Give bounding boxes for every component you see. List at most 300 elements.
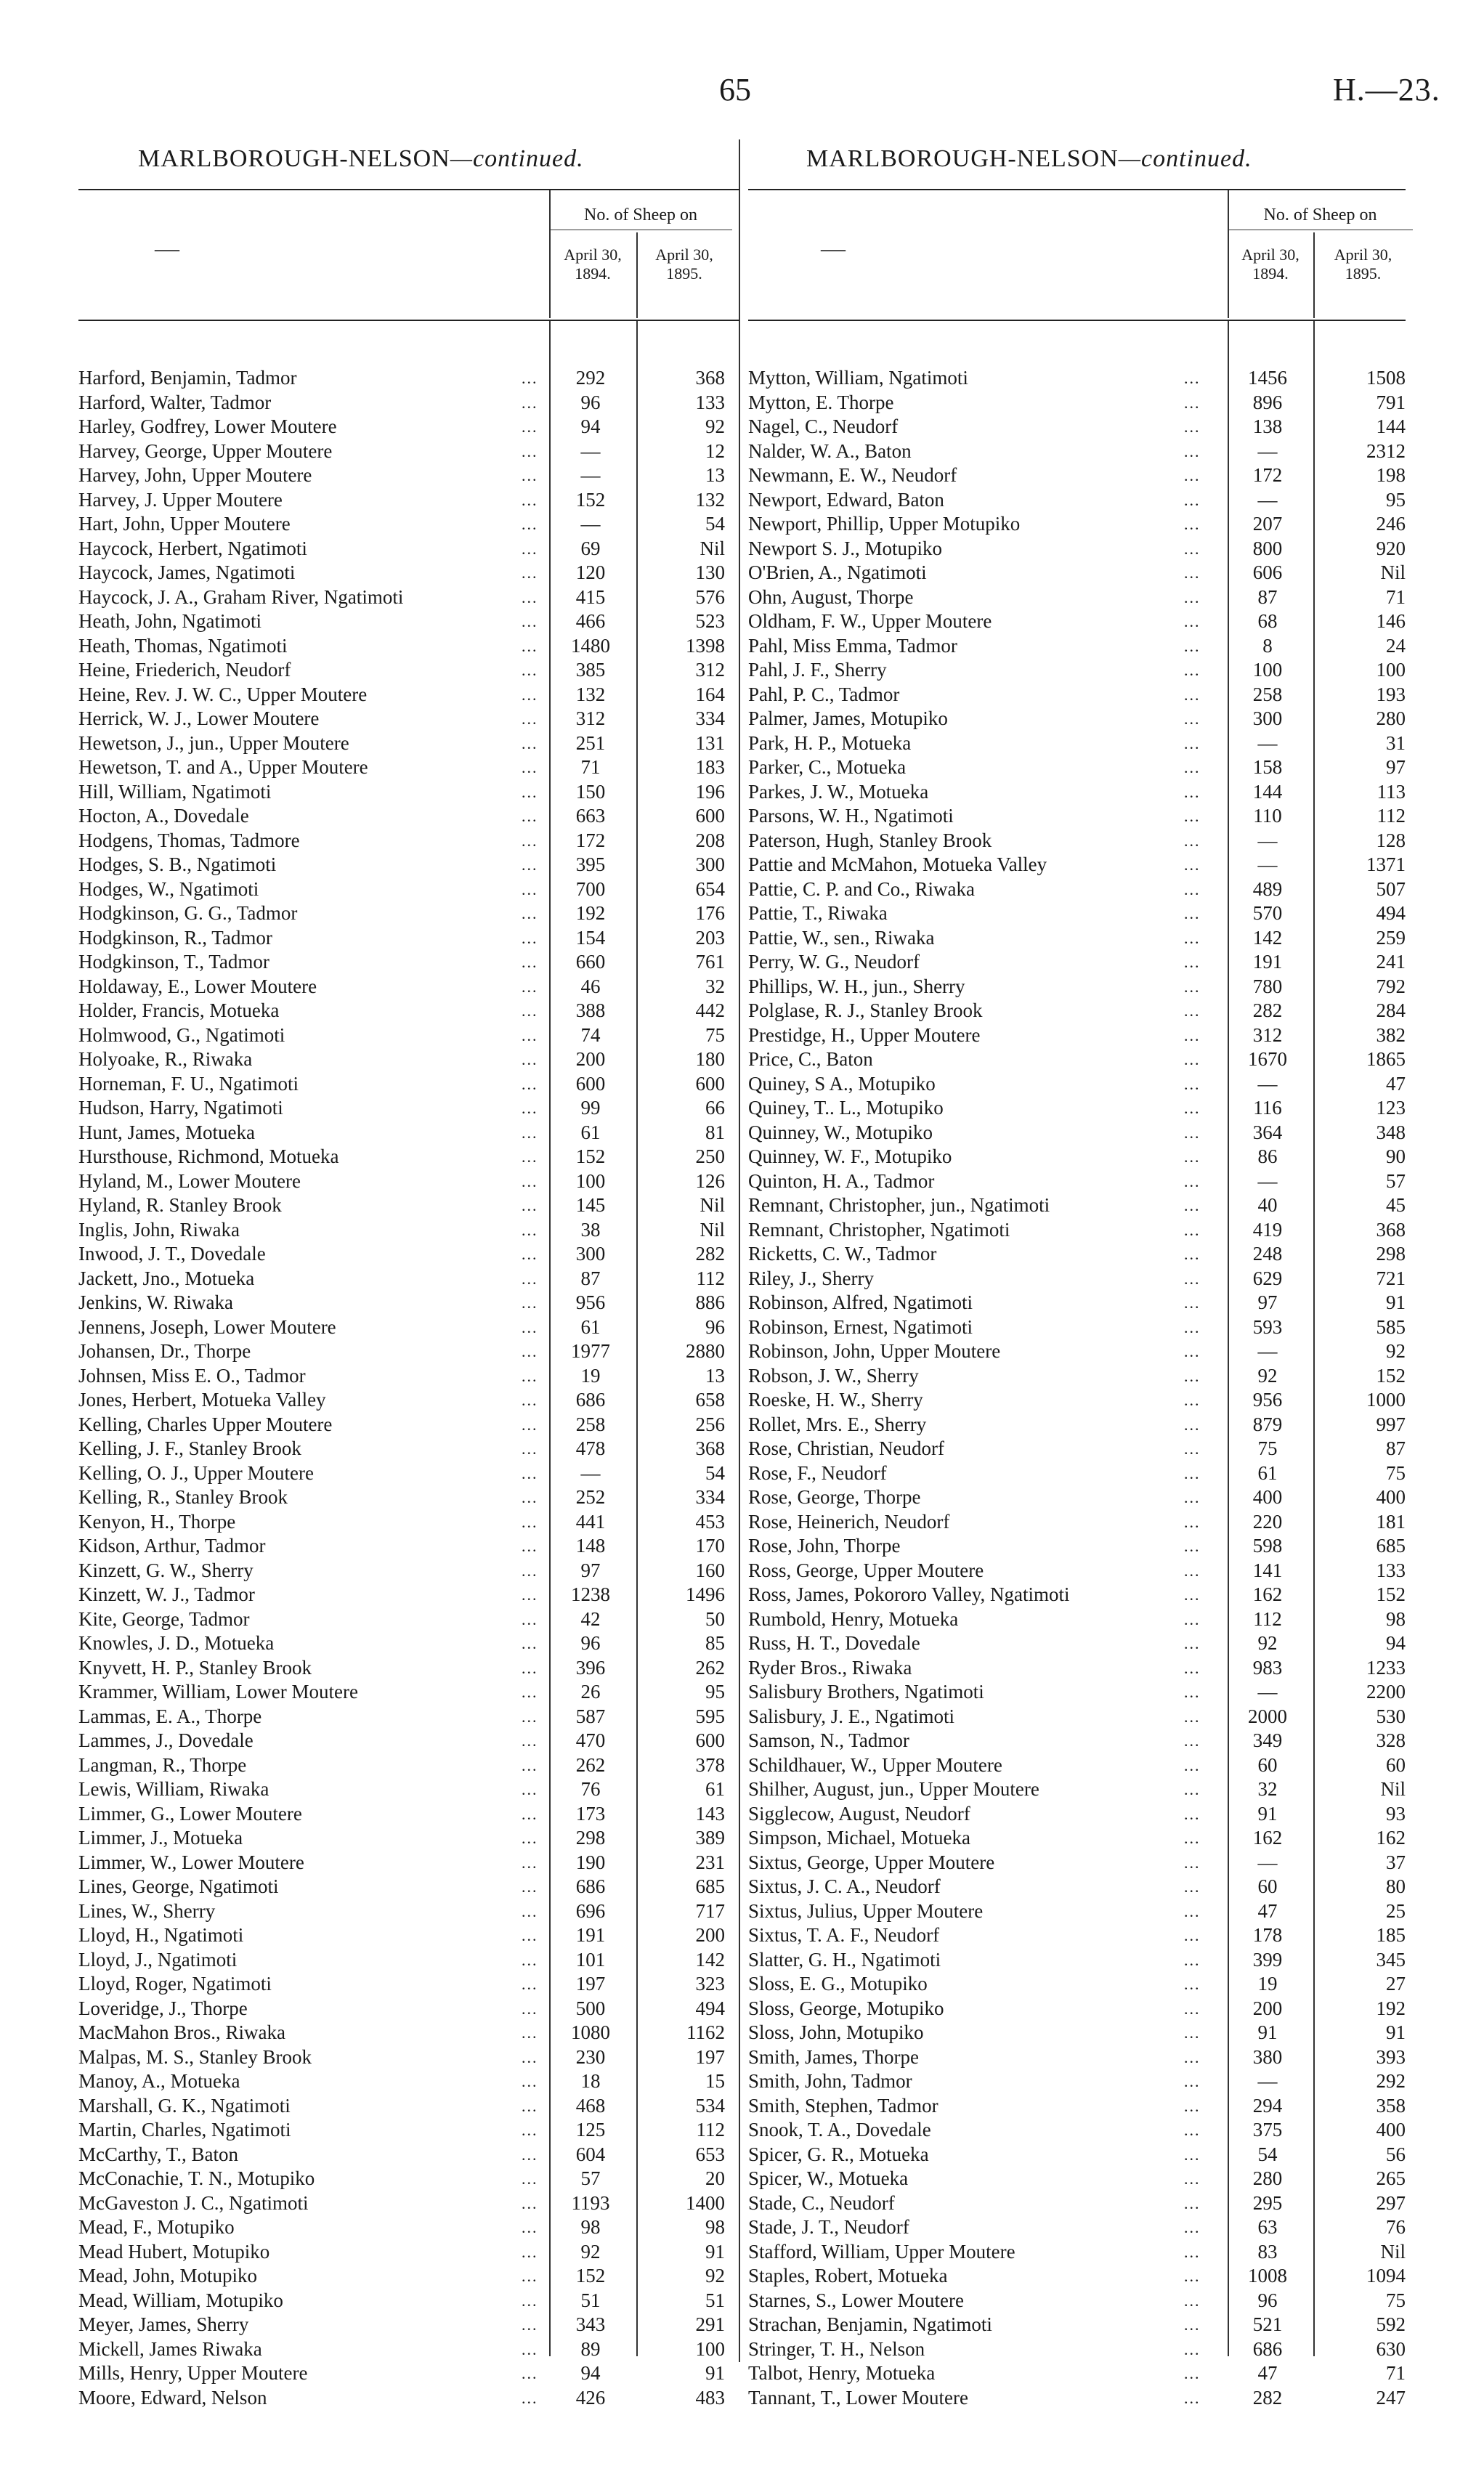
table-row	[78, 1826, 739, 1851]
leader-dots: ...	[1184, 393, 1201, 412]
owner-name: Hodges, W., Ngatimoti	[78, 877, 259, 900]
table-row	[78, 1534, 739, 1559]
owner-name: Quiney, S A., Motupiko	[748, 1072, 936, 1095]
sheep-1895: 920	[1376, 537, 1406, 559]
sheep-1895: 1400	[686, 2191, 725, 2214]
owner-name: Palmer, James, Motupiko	[748, 707, 948, 729]
table-row	[78, 1145, 739, 1169]
sheep-1895: 1094	[1366, 2265, 1406, 2287]
sheep-count-header: No. of Sheep on	[1228, 200, 1413, 230]
table-row	[78, 1485, 739, 1510]
sheep-1895: Nil	[700, 1194, 725, 1216]
owner-name: Stade, C., Neudorf	[748, 2191, 895, 2214]
table-row	[78, 585, 739, 610]
owner-name: Holdaway, E., Lower Moutere	[78, 975, 317, 997]
owner-name: Marshall, G. K., Ngatimoti	[78, 2094, 291, 2117]
leader-dots: ...	[522, 2194, 538, 2212]
sheep-1894: 364	[1252, 1121, 1283, 1143]
leader-dots: ...	[1184, 2121, 1201, 2139]
sheep-1894: —	[580, 513, 601, 535]
table-row	[78, 1948, 739, 1973]
owner-name: Robinson, John, Upper Moutere	[748, 1340, 1001, 1362]
left-title-sub: —continued.	[450, 145, 584, 172]
sheep-1895: 653	[695, 2143, 725, 2165]
sheep-1895: 162	[1376, 1827, 1406, 1849]
table-row	[748, 1315, 1406, 1340]
sheep-1895: 113	[1376, 780, 1406, 803]
sheep-1894: 172	[1252, 464, 1283, 486]
owner-name: Harvey, John, Upper Moutere	[78, 464, 312, 486]
sheep-1894: 125	[575, 2119, 606, 2141]
sheep-1894: 112	[1253, 1607, 1282, 1630]
owner-name: Horneman, F. U., Ngatimoti	[78, 1072, 299, 1095]
leader-dots: ...	[1184, 1926, 1201, 1944]
leader-dots: ...	[522, 1586, 538, 1604]
owner-name: Holmwood, G., Ngatimoti	[78, 1023, 285, 1046]
name-column-header: —	[821, 235, 846, 262]
year-1895-header: April 30, 1895.	[655, 246, 713, 283]
sheep-1894: —	[580, 464, 601, 486]
table-row	[748, 609, 1406, 634]
sheep-1894: 230	[575, 2045, 606, 2068]
table-row	[748, 2045, 1406, 2070]
owner-name: Kidson, Arthur, Tadmor	[78, 1535, 266, 1557]
table-row	[748, 1923, 1406, 1948]
sheep-1895: 654	[695, 877, 725, 900]
sheep-1894: 190	[575, 1851, 606, 1873]
owner-name: Sixtus, T. A. F., Neudorf	[748, 1924, 940, 1946]
leader-dots: ...	[522, 1561, 538, 1580]
table-row	[748, 1267, 1406, 1291]
table-row	[748, 2264, 1406, 2289]
sheep-1894: 38	[580, 1218, 601, 1241]
table-row	[748, 877, 1406, 902]
sheep-1894: 207	[1252, 513, 1283, 535]
sheep-1894: 312	[1252, 1023, 1283, 1046]
owner-name: Schildhauer, W., Upper Moutere	[748, 1753, 1002, 1776]
sheep-1895: 208	[695, 829, 725, 851]
sheep-1895: 197	[695, 2045, 725, 2068]
sheep-1895: 143	[695, 1802, 725, 1825]
sheep-1894: 61	[580, 1121, 601, 1143]
table-row	[78, 1242, 739, 1267]
leader-dots: ...	[522, 1099, 538, 1117]
owner-name: Manoy, A., Motueka	[78, 2070, 240, 2092]
table-row	[78, 1607, 739, 1632]
sheep-1895: 91	[1386, 1291, 1406, 1313]
sheep-1895: 761	[695, 951, 725, 973]
sheep-1895: 256	[695, 1413, 725, 1435]
sheep-1895: 1398	[686, 634, 725, 657]
sheep-1895: 45	[1386, 1194, 1406, 1216]
sheep-1894: 18	[580, 2070, 601, 2092]
table-row	[748, 1339, 1406, 1364]
leader-dots: ...	[522, 2121, 538, 2139]
table-row	[748, 1193, 1406, 1218]
table-row	[78, 366, 739, 391]
table-row	[748, 1072, 1406, 1097]
table-row	[748, 829, 1406, 853]
sheep-1894: 142	[1252, 926, 1283, 949]
leader-dots: ...	[1184, 1634, 1201, 1652]
sheep-1894: 292	[575, 367, 606, 389]
leader-dots: ...	[522, 1002, 538, 1020]
sheep-1895: 1000	[1366, 1389, 1406, 1411]
sheep-1894: 400	[1252, 1486, 1283, 1508]
sheep-1895: 192	[1376, 1997, 1406, 2019]
owner-name: Knyvett, H. P., Stanley Brook	[78, 1656, 312, 1679]
owner-name: Harley, Godfrey, Lower Moutere	[78, 415, 337, 437]
leader-dots: ...	[1184, 1902, 1201, 1920]
owner-name: Haycock, J. A., Graham River, Ngatimoti	[78, 585, 404, 608]
table-row	[748, 2313, 1406, 2337]
owner-name: Snook, T. A., Dovedale	[748, 2119, 931, 2141]
owner-name: Stafford, William, Upper Moutere	[748, 2240, 1015, 2263]
table-row	[78, 1680, 739, 1705]
owner-name: Loveridge, J., Thorpe	[78, 1997, 248, 2019]
sheep-1895: 685	[695, 1875, 725, 1897]
leader-dots: ...	[1184, 466, 1201, 484]
leader-dots: ...	[1184, 1002, 1201, 1020]
sheep-1895: 131	[695, 731, 725, 754]
table-row	[78, 2045, 739, 2070]
sheep-1894: —	[1257, 1340, 1278, 1362]
leader-dots: ...	[522, 1074, 538, 1093]
leader-dots: ...	[522, 1220, 538, 1239]
sheep-1894: 152	[575, 1145, 606, 1167]
leader-dots: ...	[1184, 1683, 1201, 1701]
sheep-1894: 162	[1252, 1827, 1283, 1849]
leader-dots: ...	[522, 1537, 538, 1555]
sheep-1894: 258	[575, 1413, 606, 1435]
owner-name: Spicer, W., Motueka	[748, 2167, 909, 2189]
sheep-1895: 721	[1376, 1267, 1406, 1289]
sheep-1895: 71	[1386, 585, 1406, 608]
leader-dots: ...	[522, 2291, 538, 2310]
sheep-1895: 133	[695, 391, 725, 413]
table-row	[748, 1777, 1406, 1802]
owner-name: Langman, R., Thorpe	[78, 1753, 247, 1776]
table-row	[748, 366, 1406, 391]
sheep-1894: 1238	[571, 1583, 610, 1605]
owner-name: Pattie, W., sen., Riwaka	[748, 926, 935, 949]
table-row	[78, 1559, 739, 1583]
table-row	[78, 463, 739, 488]
owner-name: Robson, J. W., Sherry	[748, 1364, 919, 1387]
table-row	[748, 1583, 1406, 1607]
owner-name: Parker, C., Motueka	[748, 756, 907, 778]
name-column-header: —	[155, 235, 179, 262]
sheep-1895: 193	[1376, 683, 1406, 705]
table-row	[78, 1461, 739, 1486]
sheep-1895: 265	[1376, 2167, 1406, 2189]
sheep-1895: 61	[705, 1778, 725, 1800]
sheep-1894: 251	[575, 731, 606, 754]
table-row	[748, 1291, 1406, 1315]
sheep-1894: 162	[1252, 1583, 1283, 1605]
sheep-1895: 126	[695, 1169, 725, 1192]
leader-dots: ...	[522, 1804, 538, 1823]
sheep-1894: 154	[575, 926, 606, 949]
leader-dots: ...	[522, 661, 538, 679]
sheep-1894: 521	[1252, 2313, 1283, 2335]
table-row	[78, 2386, 739, 2411]
sheep-1895: 382	[1376, 1023, 1406, 1046]
sheep-1895: 12	[705, 439, 725, 462]
sheep-1894: 71	[580, 756, 601, 778]
owner-name: Pahl, Miss Emma, Tadmor	[748, 634, 957, 657]
leader-dots: ...	[1184, 1537, 1201, 1555]
table-row	[748, 2094, 1406, 2119]
sheep-1895: 483	[695, 2386, 725, 2409]
owner-name: Stringer, T. H., Nelson	[748, 2337, 925, 2360]
table-row	[78, 780, 739, 805]
table-row	[748, 1364, 1406, 1389]
owner-name: Ricketts, C. W., Tadmor	[748, 1243, 937, 1265]
owner-name: Rose, George, Thorpe	[748, 1486, 921, 1508]
sheep-1894: 178	[1252, 1924, 1283, 1946]
sheep-1894: 349	[1252, 1729, 1283, 1751]
owner-name: Shilher, August, jun., Upper Moutere	[748, 1778, 1039, 1800]
leader-dots: ...	[1184, 2096, 1201, 2115]
sheep-1894: 466	[575, 610, 606, 632]
sheep-1895: 358	[1376, 2094, 1406, 2117]
table-row	[748, 463, 1406, 488]
leader-dots: ...	[522, 2170, 538, 2188]
sheep-count-header: No. of Sheep on	[549, 200, 732, 230]
leader-dots: ...	[522, 1707, 538, 1726]
leader-dots: ...	[1184, 612, 1201, 630]
owner-name: Price, C., Baton	[748, 1048, 873, 1070]
sheep-1895: 300	[695, 853, 725, 875]
sheep-1894: 92	[1257, 1632, 1278, 1654]
leader-dots: ...	[1184, 953, 1201, 971]
leader-dots: ...	[1184, 2170, 1201, 2188]
sheep-1895: 75	[705, 1023, 725, 1046]
leader-dots: ...	[522, 880, 538, 898]
table-row	[748, 1997, 1406, 2021]
sheep-1895: 112	[696, 1267, 725, 1289]
sheep-1894: 86	[1257, 1145, 1278, 1167]
owner-name: Mills, Henry, Upper Moutere	[78, 2362, 308, 2384]
sheep-1895: 241	[1376, 951, 1406, 973]
sheep-1895: 334	[695, 707, 725, 729]
table-row	[78, 1267, 739, 1291]
sheep-1894: 686	[575, 1875, 606, 1897]
sheep-1894: 172	[575, 829, 606, 851]
leader-dots: ...	[522, 782, 538, 801]
table-row	[748, 1218, 1406, 1243]
leader-dots: ...	[522, 1902, 538, 1920]
table-row	[748, 1534, 1406, 1559]
owner-name: Robinson, Ernest, Ngatimoti	[748, 1315, 973, 1338]
owner-name: Sloss, John, Motupiko	[748, 2021, 924, 2043]
leader-dots: ...	[1184, 1756, 1201, 1774]
header-rule-2	[1313, 232, 1315, 318]
leader-dots: ...	[522, 856, 538, 874]
leader-dots: ...	[522, 831, 538, 850]
sheep-1894: 399	[1252, 1948, 1283, 1971]
table-row	[78, 1364, 739, 1389]
table-row	[78, 829, 739, 853]
owner-name: Hodgens, Thomas, Tadmore	[78, 829, 300, 851]
sheep-1894: 600	[575, 1072, 606, 1095]
sheep-1895: 791	[1376, 391, 1406, 413]
owner-name: Hart, John, Upper Moutere	[78, 513, 291, 535]
sheep-1895: 144	[1376, 415, 1406, 437]
table-row	[78, 2143, 739, 2167]
left-table-body	[78, 366, 739, 2410]
owner-name: Newport, Edward, Baton	[748, 488, 944, 511]
leader-dots: ...	[1184, 831, 1201, 850]
table-row	[78, 1315, 739, 1340]
table-row	[748, 1899, 1406, 1924]
leader-dots: ...	[522, 928, 538, 947]
sheep-1894: 343	[575, 2313, 606, 2335]
sheep-1895: 71	[1386, 2362, 1406, 2384]
owner-name: Hodges, S. B., Ngatimoti	[78, 853, 277, 875]
leader-dots: ...	[522, 588, 538, 606]
sheep-1894: 98	[580, 2216, 601, 2238]
sheep-1894: 197	[575, 1973, 606, 1995]
owner-name: Newmann, E. W., Neudorf	[748, 464, 957, 486]
header-rule-2	[636, 232, 638, 318]
owner-name: Ohn, August, Thorpe	[748, 585, 914, 608]
owner-name: Newport, Phillip, Upper Motupiko	[748, 513, 1021, 535]
leader-dots: ...	[522, 710, 538, 728]
leader-dots: ...	[1184, 2340, 1201, 2358]
leader-dots: ...	[1184, 1269, 1201, 1288]
sheep-1895: 600	[695, 805, 725, 827]
table-row	[78, 2021, 739, 2045]
leader-dots: ...	[522, 1756, 538, 1774]
leader-dots: ...	[522, 369, 538, 387]
table-row	[78, 1656, 739, 1681]
table-row	[78, 1583, 739, 1607]
sheep-1895: Nil	[700, 1218, 725, 1241]
leader-dots: ...	[1184, 1415, 1201, 1434]
table-row	[748, 2386, 1406, 2411]
sheep-1895: 284	[1376, 999, 1406, 1021]
sheep-1895: 389	[695, 1827, 725, 1849]
sheep-1894: 500	[575, 1997, 606, 2019]
sheep-1895: 280	[1376, 707, 1406, 729]
sheep-1894: 1456	[1248, 367, 1287, 389]
sheep-1895: 160	[695, 1559, 725, 1581]
owner-name: Quinney, W. F., Motupiko	[748, 1145, 952, 1167]
leader-dots: ...	[522, 1610, 538, 1628]
owner-name: Quinney, W., Motupiko	[748, 1121, 933, 1143]
sheep-1895: 2312	[1366, 439, 1406, 462]
owner-name: Park, H. P., Motueka	[748, 731, 912, 754]
sheep-1894: 983	[1252, 1656, 1283, 1679]
owner-name: Mytton, William, Ngatimoti	[748, 367, 968, 389]
table-row	[78, 683, 739, 707]
leader-dots: ...	[1184, 1707, 1201, 1726]
sheep-1895: 345	[1376, 1948, 1406, 1971]
leader-dots: ...	[522, 1196, 538, 1214]
owner-name: Staples, Robert, Motueka	[748, 2265, 948, 2287]
sheep-1894: 415	[575, 585, 606, 608]
sheep-1895: 25	[1386, 1899, 1406, 1922]
sheep-1894: 148	[575, 1535, 606, 1557]
table-row	[78, 2264, 739, 2289]
sheep-1894: 51	[580, 2289, 601, 2311]
leader-dots: ...	[522, 1050, 538, 1068]
table-row	[78, 731, 739, 756]
sheep-1895: 95	[705, 1681, 725, 1703]
table-row	[748, 1680, 1406, 1705]
table-row	[78, 877, 739, 902]
table-row	[748, 1145, 1406, 1169]
table-row	[748, 731, 1406, 756]
owner-name: Johnsen, Miss E. O., Tadmor	[78, 1364, 306, 1387]
leader-dots: ...	[522, 685, 538, 704]
owner-name: Nagel, C., Neudorf	[748, 415, 899, 437]
sheep-1894: 470	[575, 1729, 606, 1751]
sheep-1894: 152	[575, 488, 606, 511]
table-row	[78, 1510, 739, 1535]
leader-dots: ...	[522, 2388, 538, 2407]
table-row	[78, 488, 739, 513]
sheep-1894: 686	[1252, 2337, 1283, 2360]
sheep-1894: 441	[575, 1510, 606, 1533]
sheep-1895: 75	[1386, 1461, 1406, 1484]
owner-name: Smith, James, Thorpe	[748, 2045, 919, 2068]
owner-name: Lammas, E. A., Thorpe	[78, 1705, 262, 1727]
table-row	[78, 1972, 739, 1997]
owner-name: Remnant, Christopher, Ngatimoti	[748, 1218, 1010, 1241]
leader-dots: ...	[522, 1026, 538, 1044]
owner-name: Lloyd, J., Ngatimoti	[78, 1948, 238, 1971]
table-row	[748, 1461, 1406, 1486]
sheep-1895: 2880	[686, 1340, 725, 1362]
owner-name: Herrick, W. J., Lower Moutere	[78, 707, 320, 729]
sheep-1894: 32	[1257, 1778, 1278, 1800]
left-column-title	[138, 145, 584, 173]
leader-dots: ...	[522, 1732, 538, 1750]
owner-name: Hocton, A., Dovedale	[78, 805, 249, 827]
leader-dots: ...	[522, 1829, 538, 1847]
sheep-1895: 534	[695, 2094, 725, 2117]
sheep-1894: 262	[575, 1753, 606, 1776]
leader-dots: ...	[1184, 685, 1201, 704]
sheep-1895: 185	[1376, 1924, 1406, 1946]
table-row	[78, 1072, 739, 1097]
sheep-1894: 300	[1252, 707, 1283, 729]
leader-dots: ...	[522, 2364, 538, 2382]
sheep-1895: 91	[705, 2362, 725, 2384]
leader-dots: ...	[1184, 1878, 1201, 1896]
sheep-1895: 1233	[1366, 1656, 1406, 1679]
table-row	[78, 609, 739, 634]
sheep-1894: 700	[575, 877, 606, 900]
leader-dots: ...	[1184, 1123, 1201, 1142]
sheep-1895: 54	[705, 1461, 725, 1484]
sheep-1894: 89	[580, 2337, 601, 2360]
sheep-1894: —	[1257, 731, 1278, 754]
owner-name: Meyer, James, Sherry	[78, 2313, 249, 2335]
sheep-1894: 61	[580, 1315, 601, 1338]
sheep-1895: 494	[695, 1997, 725, 2019]
leader-dots: ...	[522, 2145, 538, 2164]
owner-name: Hewetson, T. and A., Upper Moutere	[78, 756, 368, 778]
sheep-1895: 292	[1376, 2070, 1406, 2092]
sheep-1895: 96	[705, 1315, 725, 1338]
sheep-1894: —	[1257, 853, 1278, 875]
sheep-1895: 576	[695, 585, 725, 608]
leader-dots: ...	[522, 1999, 538, 2018]
